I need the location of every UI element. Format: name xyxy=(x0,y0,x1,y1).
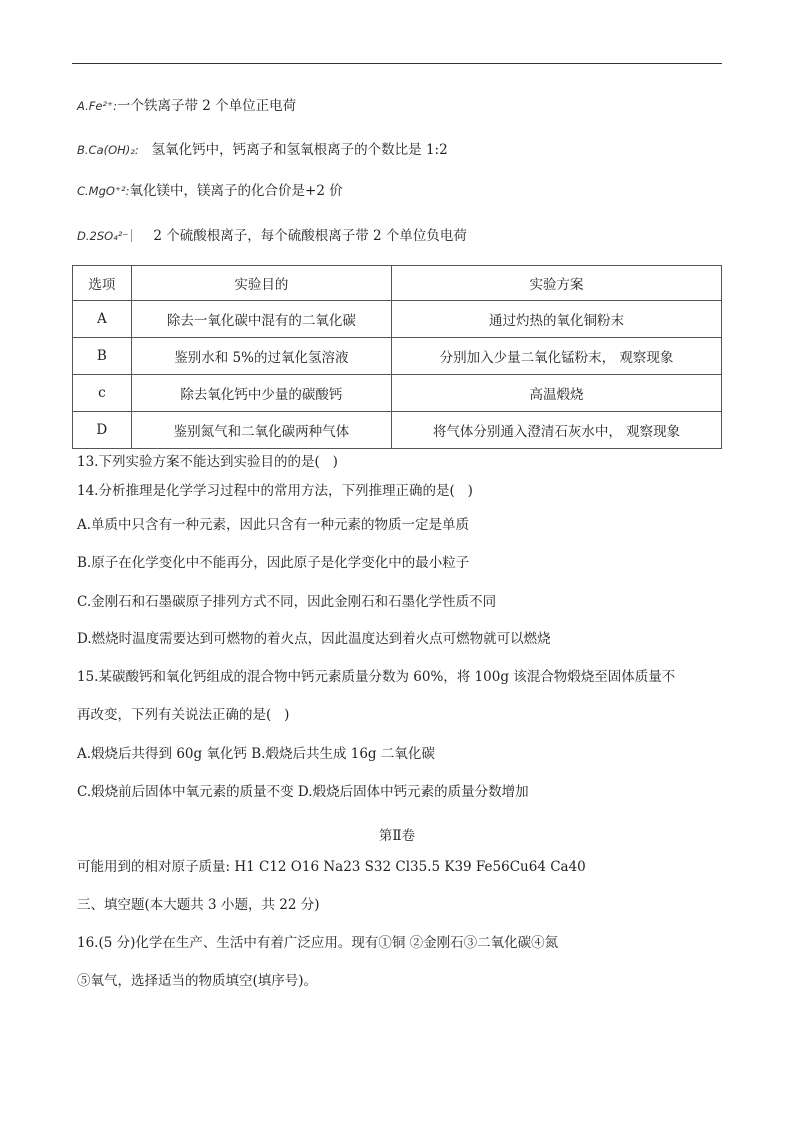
question-14-option-a: A.单质中只含有一种元素，因此只含有一种元素的物质一定是单质 xyxy=(77,517,470,533)
option-a-text: 一个铁离子带 2 个单位正电荷 xyxy=(116,98,297,114)
part-three-heading: 三、填空题(本大题共 3 小题，共 22 分) xyxy=(77,897,320,913)
question-15-stem-2: 再改变，下列有关说法正确的是( ) xyxy=(77,707,290,723)
table-cell: A xyxy=(73,301,132,338)
table-row xyxy=(73,301,722,338)
separator-mark xyxy=(131,229,132,242)
option-d-text: 2 个硫酸根离子，每个硫酸根离子带 2 个单位负电荷 xyxy=(153,228,467,244)
table-cell: 高温煅烧 xyxy=(392,375,722,412)
table-cell: 将气体分别通入澄清石灰水中， 观察现象 xyxy=(392,412,722,449)
header-plan: 实验方案 xyxy=(392,266,722,301)
header-rule xyxy=(72,63,722,64)
question-15-options-ab: A.煅烧后共得到 60g 氧化钙 B.煅烧后共生成 16g 二氧化碳 xyxy=(77,746,435,762)
header-purpose: 实验目的 xyxy=(131,266,391,301)
option-d xyxy=(77,229,467,244)
option-c xyxy=(77,185,343,199)
question-14-option-b: B.原子在化学变化中不能再分，因此原子是化学变化中的最小粒子 xyxy=(77,555,470,571)
option-b-text: 氢氧化钙中，钙离子和氢氧根离子的个数比是 1:2 xyxy=(151,142,448,158)
question-14-option-c: C.金刚石和石墨碳原子排列方式不同，因此金刚石和石墨化学性质不同 xyxy=(77,594,497,610)
table-cell: 通过灼热的氧化铜粉末 xyxy=(392,301,722,338)
table-row xyxy=(73,375,722,412)
table-cell: D xyxy=(73,412,132,449)
table-header-row xyxy=(73,266,722,301)
question-14-stem: 14.分析推理是化学学习过程中的常用方法，下列推理正确的是( ) xyxy=(77,483,473,499)
option-a xyxy=(77,100,296,114)
question-15-options-cd: C.煅烧前后固体中氧元素的质量不变 D.煅烧后固体中钙元素的质量分数增加 xyxy=(77,784,529,800)
option-a-label: A.Fe²⁺: xyxy=(77,99,117,113)
question-16-line-2: ⑤氧气，选择适当的物质填空(填序号)。 xyxy=(77,973,318,989)
table-cell: 鉴别氮气和二氧化碳两种气体 xyxy=(131,412,391,449)
header-option: 选项 xyxy=(73,266,132,301)
table-row xyxy=(73,412,722,449)
experiment-table xyxy=(72,265,722,449)
table-cell: 除去氧化钙中少量的碳酸钙 xyxy=(131,375,391,412)
question-14-option-d: D.燃烧时温度需要达到可燃物的着火点，因此温度达到着火点可燃物就可以燃烧 xyxy=(77,631,551,647)
option-c-text: 氧化镁中，镁离子的化合价是+2 价 xyxy=(129,183,343,199)
table-row xyxy=(73,338,722,375)
question-16-line-1: 16.(5 分)化学在生产、生活中有着广泛应用。现有①铜 ②金刚石③二氧化碳④氮 xyxy=(77,935,559,951)
section-title: 第Ⅱ卷 xyxy=(378,828,416,844)
option-b xyxy=(77,144,448,158)
table-cell: 分别加入少量二氧化锰粉末， 观察现象 xyxy=(392,338,722,375)
atomic-masses: 可能用到的相对原子质量: H1 C12 O16 Na23 S32 Cl35.5 K39 Fe56Cu64 Ca40 xyxy=(77,859,586,875)
question-15-stem-1: 15.某碳酸钙和氧化钙组成的混合物中钙元素质量分数为 60%，将 100g 该混合物煅烧至固体质量不 xyxy=(77,669,676,685)
option-b-label: B.Ca(OH)₂: xyxy=(77,143,139,157)
table-cell: B xyxy=(73,338,132,375)
question-13: 13.下列实验方案不能达到实验目的的是( ) xyxy=(77,454,338,470)
table-cell: 鉴别水和 5%的过氧化氢溶液 xyxy=(131,338,391,375)
option-d-label: D.2SO₄²⁻ xyxy=(77,229,129,243)
table-cell: 除去一氧化碳中混有的二氧化碳 xyxy=(131,301,391,338)
option-c-label: C.MgO⁺²: xyxy=(77,184,130,198)
table-cell: c xyxy=(73,375,132,412)
